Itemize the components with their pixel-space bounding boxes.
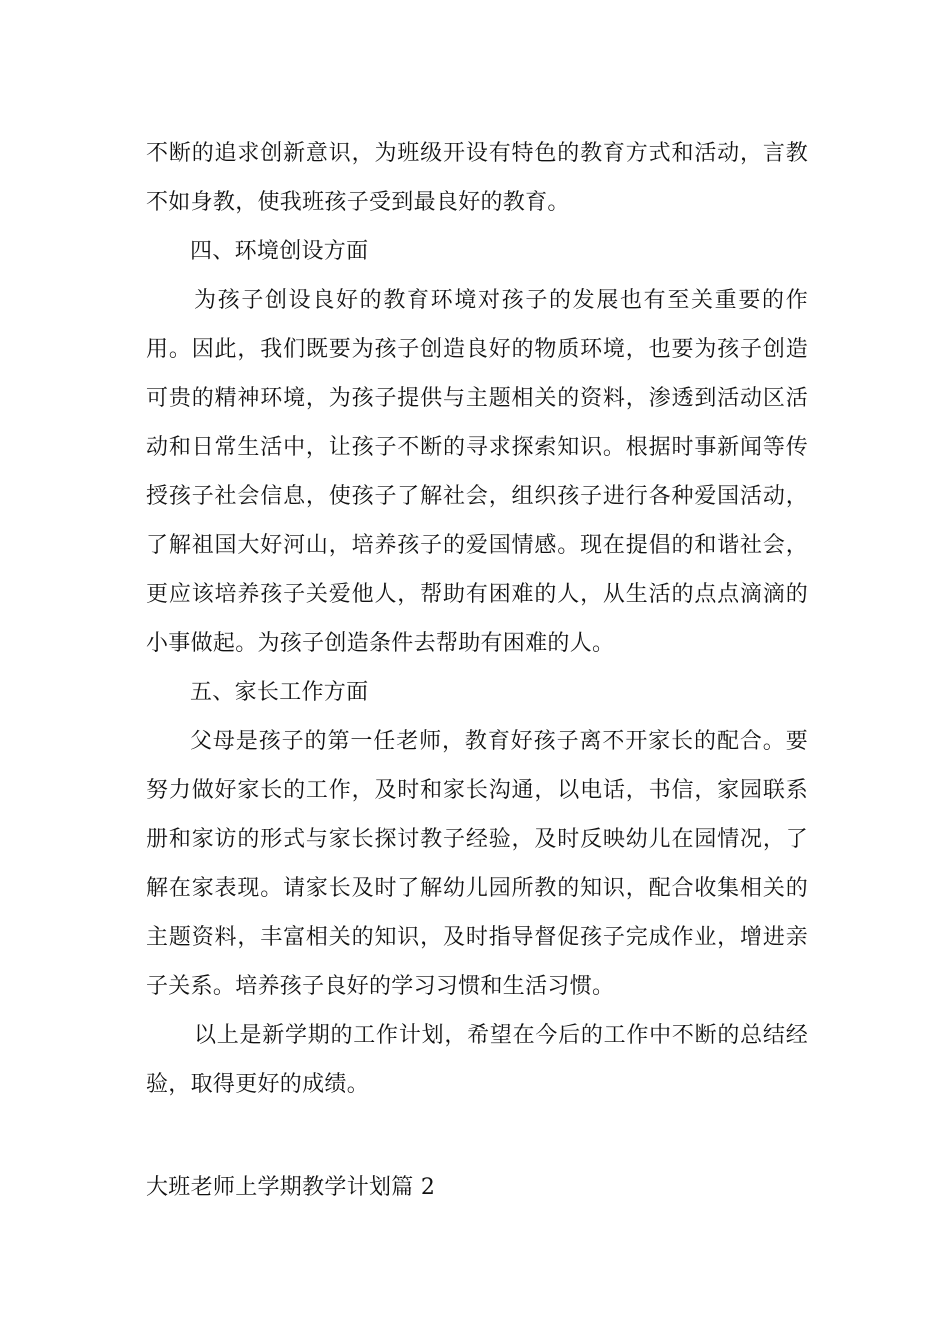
paragraph-line: 努力做好家长的工作，及时和家长沟通，以电话，书信，家园联系: [146, 778, 808, 803]
section-spacer: [146, 1109, 808, 1163]
paragraph-line: 动和日常生活中，让孩子不断的寻求探索知识。根据时事新闻等传: [146, 435, 808, 460]
next-section-title: 大班老师上学期教学计划篇 2: [146, 1175, 436, 1200]
paragraph-line: 可贵的精神环境，为孩子提供与主题相关的资料，渗透到活动区活: [146, 386, 808, 411]
paragraph-line: 为孩子创设良好的教育环境对孩子的发展也有至关重要的作: [194, 288, 808, 313]
paragraph-line: 不断的追求创新意识，为班级开设有特色的教育方式和活动，言教: [146, 141, 808, 166]
paragraph-line: 更应该培养孩子关爱他人，帮助有困难的人，从生活的点点滴滴的: [146, 582, 808, 607]
paragraph-line: 了解祖国大好河山，培养孩子的爱国情感。现在提倡的和谐社会，: [146, 533, 808, 558]
paragraph-line: 解在家表现。请家长及时了解幼儿园所教的知识，配合收集相关的: [146, 876, 808, 901]
paragraph-line: 主题资料，丰富相关的知识，及时指导督促孩子完成作业，增进亲: [146, 925, 808, 950]
paragraph-line: 小事做起。为孩子创造条件去帮助有困难的人。: [146, 631, 615, 656]
paragraph-line: 验，取得更好的成绩。: [146, 1072, 370, 1097]
paragraph-line: 授孩子社会信息，使孩子了解社会，组织孩子进行各种爱国活动，: [146, 484, 808, 509]
paragraph-line: 子关系。培养孩子良好的学习习惯和生活习惯。: [146, 974, 615, 999]
paragraph-line: 用。因此，我们既要为孩子创造良好的物质环境，也要为孩子创造: [146, 337, 808, 362]
document-body: [146, 129, 808, 1212]
paragraph-line: 册和家访的形式与家长探讨教子经验，及时反映幼儿在园情况，了: [146, 827, 808, 852]
paragraph-line: 以上是新学期的工作计划，希望在今后的工作中不断的总结经: [194, 1023, 808, 1048]
section-heading-parents: 五、家长工作方面: [190, 680, 369, 705]
section-heading-environment: 四、环境创设方面: [190, 239, 369, 264]
paragraph-line: 父母是孩子的第一任老师，教育好孩子离不开家长的配合。要: [190, 729, 808, 754]
paragraph-line: 不如身教，使我班孩子受到最良好的教育。: [146, 190, 570, 215]
